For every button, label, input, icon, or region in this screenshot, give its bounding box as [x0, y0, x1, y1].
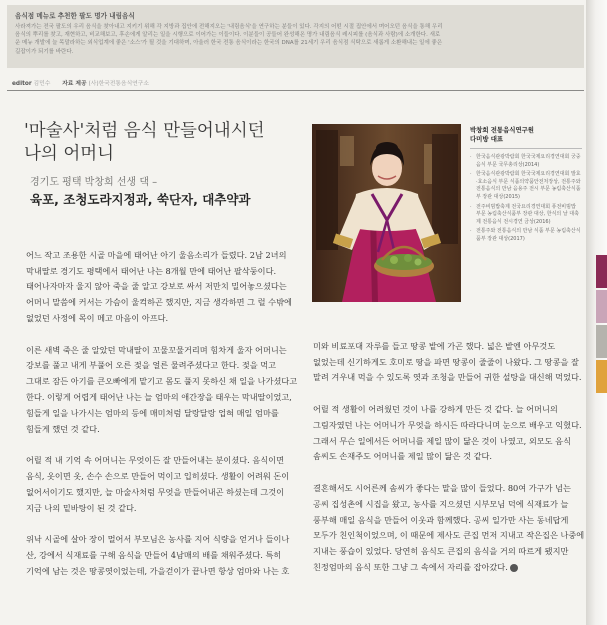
editor-name: 김민수: [33, 81, 51, 87]
award-item: · 한국음식관광박람회 한국국제요리경연대회 궁중음식 부문 국무총리상(2014): [470, 154, 582, 169]
body-paragraph: [313, 481, 585, 576]
editor-label: editor: [12, 81, 32, 87]
portrait-illustration: [312, 124, 461, 302]
material-label: 자료 제공: [62, 81, 87, 87]
body-paragraph: 어느 작고 조용한 시골 마을에 태어난 아기 울음소리가 들렸다. 2남 2녀의 막내딸로 경기도 평택에서 태어난 나는 8개월 만에 태어난 팔삭둥이다. 태어나자마자 울지 않아 죽을 줄 알고 강보로 싸서 저만치 밀어놓으셨다는 어머니 말씀에 커서는 가슴이 울컥하곤 했지만, 지금 생각하면 그 럴 수밖에 없었던 사정에 목이 메고 마음이 아프다.: [26, 249, 292, 323]
award-item: · 전통주와 전통음식의 만남 식품 부문 농림축산식품부 장관 대상(2017): [470, 228, 582, 243]
body-paragraph: 미와 비료포대 자루를 들고 땅콩 밭에 가곤 했다. 넓은 밭엔 아무것도 없었는데 신기하게도 호미로 땅을 파면 땅콩이 줄줄이 나왔다. 그 땅콩을 잘 말려 겨우내 먹을 수 있도록 엿과 조청을 만들어 귀한 설탕을 대신해 먹었다.: [313, 340, 582, 383]
intro-body: 사라져가는 전국 팔도의 우리 음식을 찾아내고 지키기 위해 각 지방과 집안에 전해지오는 '내림음식'을 연구하는 분들이 있다. 각지의 어떤 시절 집안에서 며어오던 음식을 통해 우리 음식의 뿌리를 찾고, 재현하고, 비교해보고, 후손에게 알리는 일을 시행으로 이어가는 이들이다. 이분들이 공들어 완성해온 명가 내림음식 레시피를 (음식과 사람)에 소개한다. 새로 운 메뉴 개발에 늘 목말라하는 외식업계에 좋은 '소스'가 될 것을 기대하며, 아울러 한국 전통 음식이라는 한국의 DNA를 21세기 우리 음식점 식탁으로 새롭게 소환해내는 일에 좋은 길잡이가 되기를 바란다.: [15, 24, 443, 55]
section-tab: [596, 360, 607, 393]
portrait-photo: [312, 124, 461, 302]
credits-line: [12, 78, 149, 87]
article-headline: '마술사'처럼 음식 만들어내시던 나의 어머니: [24, 121, 265, 164]
article-subheadline: 경기도 평택 박창희 선생 댁 –: [30, 177, 158, 188]
intro-box: [7, 5, 584, 68]
section-tabs: [596, 255, 607, 395]
dish-list-heading: 육포, 조청도라지정과, 쑥단자, 대추약과: [30, 192, 251, 207]
award-item: · 전주비빔밥축제 전국요리경연대회 퓨전비빔밥 부문 농림축산식품부 장관 대상, 한식의 날 대축제 전통음식 전시경연 금상(2016): [470, 204, 582, 227]
body-paragraph-text: 결혼해서도 시어른께 솜씨가 좋다는 말을 많이 들었다. 80여 가구가 넘는 공씨 집성촌에 시집을 왔고, 농사를 지으셨던 시부모님 덕에 식재료가 늘 풍부해 매일 음식을 만들어 이웃과 함께했다. 공씨 일가만 사는 동네답게 모두가 친인척이었으며, 이 때문에 제사도 큰집 먼저 지내고 작은집은 나중에 지내는 풍습이 있었다. 당연히 음식도 큰집의 음식을 거의 따르게 됐지만 친정엄마의 음식 또한 그냥 그 속에서 자리를 잡아갔다.: [313, 482, 585, 572]
profile-name: 박창희 전통음식연구원 다미방 대표: [470, 126, 582, 149]
material-source: (사)한국전통음식연구소: [88, 81, 149, 87]
intro-title: 음식점 메뉴로 추천한 팔도 명가 내림음식: [15, 12, 135, 20]
end-mark-icon: [510, 564, 518, 572]
section-tab: [596, 290, 607, 323]
body-column-right: [313, 323, 585, 592]
body-paragraph: 어릴 적 생활이 어려웠던 것이 나를 강하게 만든 것 같다. 늘 어머니의 그림자였던 나는 어머니가 무엇을 하시든 따라다니며 눈으로 배우고 익혔다. 그래서 무슨 일에서든 어머니를 제일 많이 닮은 것이 나였고, 외모도 음식 솜씨도 손재주도 어머니를 제일 많이 닮은 것 같다.: [313, 403, 582, 462]
section-tab: [596, 325, 607, 358]
award-item: · 한국음식관광박람회 한국국제요리경연대회 발효·효소음식 부문 식품의약품안전처장상, 전통주와 전통음식의 만남 음용주 전시 부문 농림축산식품부 장관 대상(2015): [470, 171, 582, 201]
profile-box: [470, 126, 582, 246]
body-paragraph: 어릴 적 내 기억 속 어머니는 무엇이든 잘 만들어내는 분이셨다. 음식이면 음식, 옷이면 옷, 손수 손으로 만들어 먹이고 입히셨다. 생활이 어려워 돈이 없어서이기도 했지만, 늘 마술사처럼 무엇을 만들어내곤 하셨는데 그것이 지금 나의 밑바탕이 된 것 같다.: [26, 455, 290, 513]
award-list: [470, 154, 582, 244]
body-paragraph: 위낙 시골에 살아 장이 멀어서 부모님은 농사를 지어 식량을 얻거나 들이나 산, 강에서 식재료를 구해 음식을 만들어 4남매의 배를 채워주셨다. 특히 기억에 남는 것은 땅콩엿이었는데, 가을걷이가 끝나면 항상 엄마와 나는 호: [26, 534, 290, 576]
body-paragraph: 이른 새벽 죽은 줄 알았던 막내딸이 꼬물꼬물거리며 힘차게 울자 어머니는 강보를 풀고 내게 부풀어 오른 젖을 얼른 물려주셨다고 한다. 젖을 먹고 그대로 잠든 아기를 큰오빠에게 맡기고 몸도 풀지 못하신 채 일을 나가셨다고 한다. 이렇게 어렵게 태어난 나는 늘 엄마의 애간장을 태우는 막내딸이었고, 힘들게 일을 나가시는 엄마의 등에 매미처럼 달랑달랑 업혀 매일 엄마를 힘들게 했던 것 같다.: [26, 344, 298, 434]
section-tab: [596, 255, 607, 288]
body-column-left: [26, 232, 299, 595]
divider-rule: [7, 90, 584, 91]
